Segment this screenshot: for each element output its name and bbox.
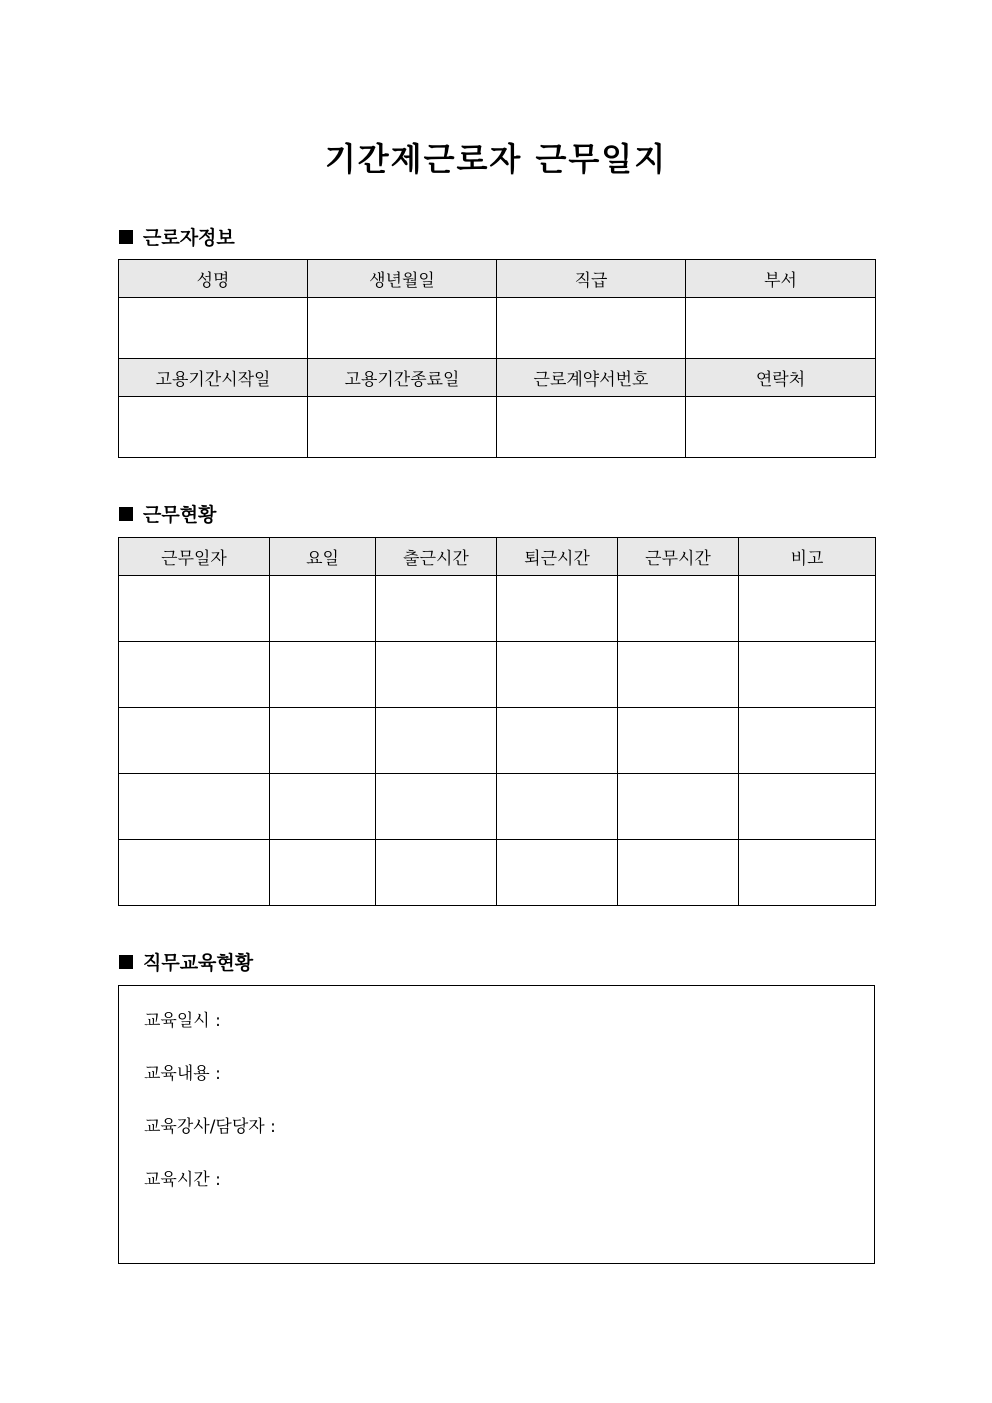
work-date-cell[interactable] [119, 576, 270, 642]
header-employment-end: 고용기간종료일 [308, 359, 497, 397]
header-position: 직급 [497, 260, 686, 298]
worker-info-header-row-2 [119, 359, 876, 397]
table-row [119, 840, 876, 906]
worker-info-value-row-1 [119, 298, 876, 359]
square-bullet-icon [119, 230, 133, 244]
worker-info-table [118, 259, 876, 458]
page-title: 기간제근로자 근무일지 [324, 140, 668, 178]
clock-in-cell[interactable] [376, 708, 497, 774]
remarks-cell[interactable] [739, 708, 876, 774]
header-work-hours: 근무시간 [618, 538, 739, 576]
header-employment-start: 고용기간시작일 [119, 359, 308, 397]
table-row [119, 708, 876, 774]
clock-out-cell[interactable] [497, 840, 618, 906]
clock-in-cell[interactable] [376, 576, 497, 642]
work-hours-cell[interactable] [618, 840, 739, 906]
clock-in-cell[interactable] [376, 642, 497, 708]
remarks-cell[interactable] [739, 642, 876, 708]
header-birthdate: 생년월일 [308, 260, 497, 298]
work-date-cell[interactable] [119, 642, 270, 708]
square-bullet-icon [119, 955, 133, 969]
department-field[interactable] [686, 298, 876, 359]
work-date-cell[interactable] [119, 774, 270, 840]
employment-start-field[interactable] [119, 397, 308, 458]
worker-info-heading-label: 근로자정보 [143, 227, 235, 249]
weekday-cell[interactable] [270, 774, 376, 840]
worker-info-header-row-1 [119, 260, 876, 298]
work-status-heading-label: 근무현황 [143, 504, 217, 526]
header-work-date: 근무일자 [119, 538, 270, 576]
header-department: 부서 [686, 260, 876, 298]
work-status-table [118, 537, 876, 906]
position-field[interactable] [497, 298, 686, 359]
training-date-field: 교육일시 : [144, 1011, 221, 1031]
clock-out-cell[interactable] [497, 576, 618, 642]
clock-out-cell[interactable] [497, 642, 618, 708]
work-hours-cell[interactable] [618, 774, 739, 840]
header-contact: 연락처 [686, 359, 876, 397]
work-hours-cell[interactable] [618, 708, 739, 774]
work-date-cell[interactable] [119, 708, 270, 774]
name-field[interactable] [119, 298, 308, 359]
training-heading [119, 948, 253, 975]
birthdate-field[interactable] [308, 298, 497, 359]
training-content-field: 교육내용 : [144, 1064, 221, 1084]
training-heading-label: 직무교육현황 [143, 952, 254, 974]
training-hours-field: 교육시간 : [144, 1170, 221, 1190]
remarks-cell[interactable] [739, 774, 876, 840]
work-status-heading [119, 500, 216, 527]
header-name: 성명 [119, 260, 308, 298]
worker-info-heading [119, 223, 235, 250]
table-row [119, 774, 876, 840]
header-clock-out: 퇴근시간 [497, 538, 618, 576]
square-bullet-icon [119, 507, 133, 521]
work-hours-cell[interactable] [618, 642, 739, 708]
contact-field[interactable] [686, 397, 876, 458]
weekday-cell[interactable] [270, 576, 376, 642]
weekday-cell[interactable] [270, 840, 376, 906]
training-box[interactable] [118, 985, 875, 1264]
work-date-cell[interactable] [119, 840, 270, 906]
clock-in-cell[interactable] [376, 840, 497, 906]
weekday-cell[interactable] [270, 642, 376, 708]
clock-out-cell[interactable] [497, 774, 618, 840]
table-row [119, 576, 876, 642]
table-row [119, 642, 876, 708]
remarks-cell[interactable] [739, 840, 876, 906]
contract-number-field[interactable] [497, 397, 686, 458]
worker-info-value-row-2 [119, 397, 876, 458]
header-clock-in: 출근시간 [376, 538, 497, 576]
header-contract-number: 근로계약서번호 [497, 359, 686, 397]
work-hours-cell[interactable] [618, 576, 739, 642]
header-remarks: 비고 [739, 538, 876, 576]
remarks-cell[interactable] [739, 576, 876, 642]
clock-out-cell[interactable] [497, 708, 618, 774]
header-weekday: 요일 [270, 538, 376, 576]
work-status-header-row [119, 538, 876, 576]
employment-end-field[interactable] [308, 397, 497, 458]
clock-in-cell[interactable] [376, 774, 497, 840]
training-instructor-field: 교육강사/담당자 : [144, 1117, 276, 1137]
weekday-cell[interactable] [270, 708, 376, 774]
